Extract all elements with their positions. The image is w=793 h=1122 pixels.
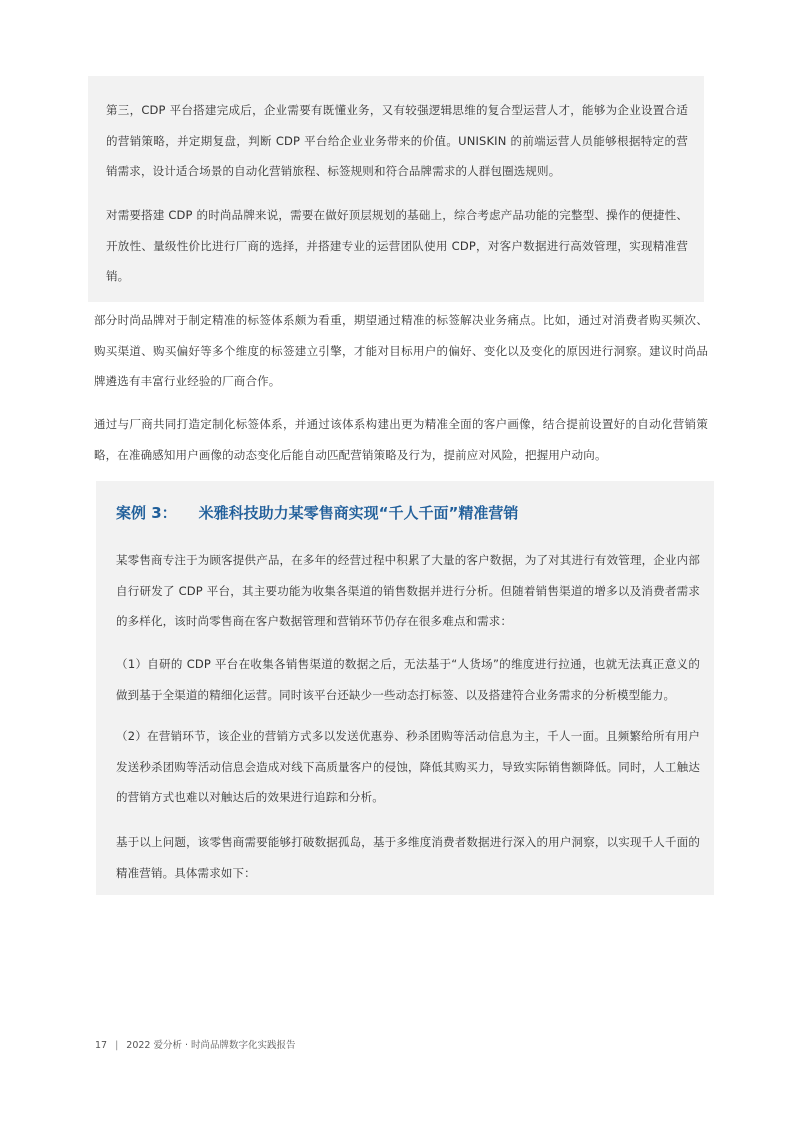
- page-number: 17: [95, 1040, 108, 1051]
- case-paragraph-1: 某零售商专注于为顾客提供产品，在多年的经营过程中积累了大量的客户数据，为了对其进行有效管理，企业内部自行研发了 CDP 平台，其主要功能为收集各渠道的销售数据并进行分析。但随着销售渠道的增多以及消费者需求的多样化，该时尚零售商在客户数据管理和营销环节仍存在很多难点和需求：: [116, 553, 700, 628]
- case-number: 案例 3：: [116, 504, 177, 522]
- body-paragraph-2: 通过与厂商共同打造定制化标签体系，并通过该体系构建出更为精准全面的客户画像，结合提前设置好的自动化营销策略，在准确感知用户画像的动态变化后能自动匹配营销策略及行为，提前应对风险，把握用户动向。: [94, 417, 708, 462]
- footer-separator: |: [115, 1040, 119, 1051]
- case-paragraph-3: （2）在营销环节，该企业的营销方式多以发送优惠券、秒杀团购等活动信息为主，千人一面。且频繁给所有用户发送秒杀团购等活动信息会造成对线下高质量客户的侵蚀，降低其购买力，导致实际销售额降低。同时，人工触达的营销方式也难以对触达后的效果进行追踪和分析。: [116, 729, 700, 804]
- case-paragraph-4: 基于以上问题，该零售商需要能够打破数据孤岛，基于多维度消费者数据进行深入的用户洞察，以实现千人千面的精准营销。具体需求如下：: [116, 835, 700, 880]
- page-footer: [95, 1039, 296, 1053]
- body-paragraph-1: 部分时尚品牌对于制定精准的标签体系颇为看重，期望通过精准的标签解决业务痛点。比如，通过对消费者购买频次、购买渠道、购买偏好等多个维度的标签建立引擎，才能对目标用户的偏好、变化以及变化的原因进行洞察。建议时尚品牌遴选有丰富行业经验的厂商合作。: [94, 313, 708, 388]
- box-paragraph-2: 对需要搭建 CDP 的时尚品牌来说，需要在做好顶层规划的基础上，综合考虑产品功能的完整型、操作的便捷性、开放性、量级性价比进行厂商的选择，并搭建专业的运营团队使用 CDP，对客户数据进行高效管理，实现精准营销。: [106, 208, 688, 283]
- case-title-text: 米雅科技助力某零售商实现“千人千面”精准营销: [198, 504, 519, 522]
- box-paragraph-1: 第三，CDP 平台搭建完成后，企业需要有既懂业务，又有较强逻辑思维的复合型运营人才，能够为企业设置合适的营销策略，并定期复盘，判断 CDP 平台给企业业务带来的价值。UNISKIN 的前端运营人员能够根据特定的营销需求，设计适合场景的自动化营销旅程、标签规则和符合品牌需求的人群包圈选规则。: [106, 103, 688, 178]
- case-study-title: [116, 498, 518, 528]
- footer-title: 2022 爱分析 · 时尚品牌数字化实践报告: [126, 1040, 296, 1051]
- case-paragraph-2: （1）自研的 CDP 平台在收集各销售渠道的数据之后，无法基于“人货场”的维度进行拉通，也就无法真正意义的做到基于全渠道的精细化运营。同时该平台还缺少一些动态打标签、以及搭建符合业务需求的分析模型能力。: [116, 657, 700, 702]
